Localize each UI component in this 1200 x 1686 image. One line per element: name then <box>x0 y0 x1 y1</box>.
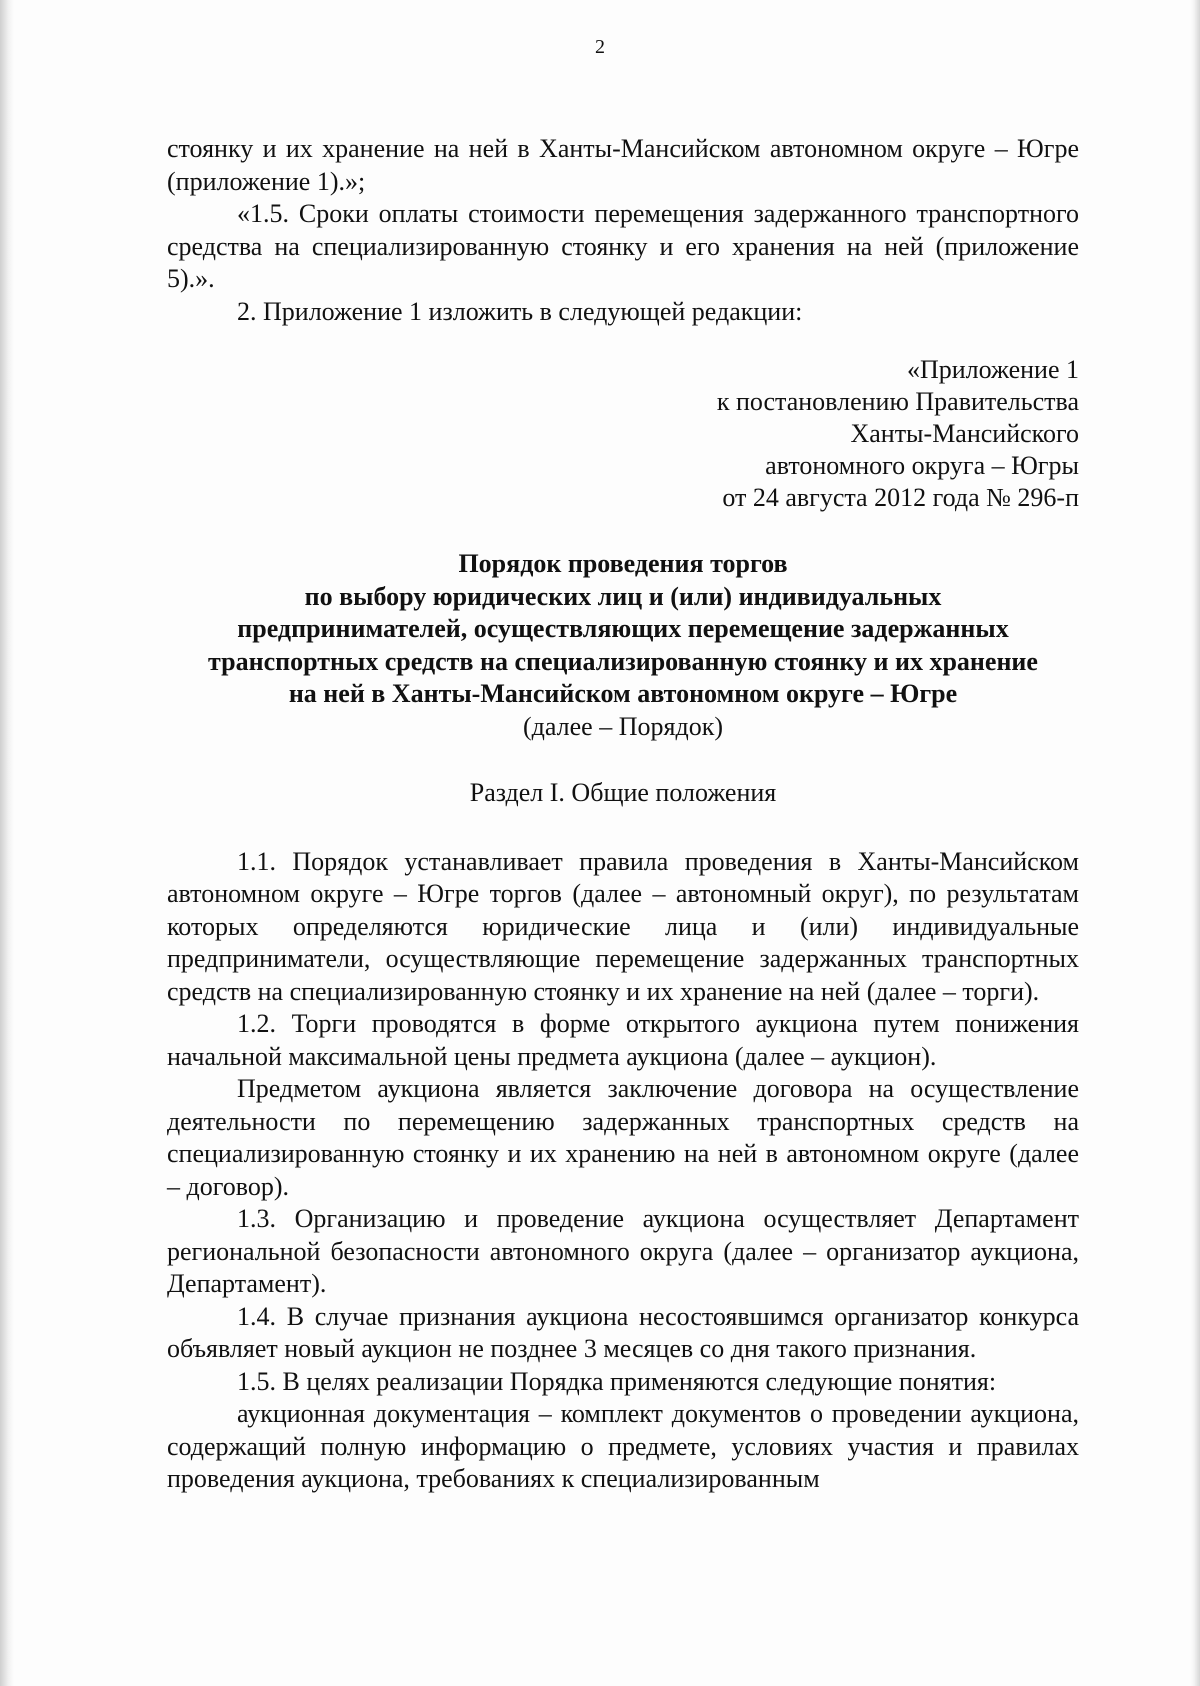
annex-line-5: от 24 августа 2012 года № 296-п <box>722 483 1079 512</box>
title-line-4: транспортных средств на специализированную стоянку и их хранение <box>208 646 1038 676</box>
page-number: 2 <box>595 36 605 58</box>
paragraph-1-5: 1.5. В целях реализации Порядка применяются следующие понятия: <box>237 1366 997 1396</box>
title-line-5: на ней в Ханты-Мансийском автономном округе – Югре <box>288 679 958 708</box>
intro-paragraph-2: «1.5. Сроки оплаты стоимости перемещения задержанного транспортного средства на специализированную стоянку и его хранения на ней (приложение 5).». <box>167 199 1079 293</box>
document-title <box>167 548 1079 711</box>
section-body <box>167 846 1079 1496</box>
document-content <box>167 133 1079 1496</box>
paragraph-subject: Предметом аукциона является заключение договора на осуществление деятельности по перемещению задержанных транспортных средств на специализированную стоянку и их хранению на ней в автономном округе (далее – договор). <box>167 1074 1079 1201</box>
title-line-1: Порядок проведения торгов <box>458 549 788 578</box>
title-line-2: по выбору юридических лиц и (или) индивидуальных <box>304 581 942 611</box>
annex-line-4: автономного округа – Югры <box>765 451 1079 480</box>
annex-line-2: к постановлению Правительства <box>716 387 1079 416</box>
paragraph-definition: аукционная документация – комплект документов о проведении аукциона, содержащий полную информацию о предмете, условиях участия и правилах проведения аукциона, требованиях к специализированным <box>167 1399 1079 1493</box>
annex-line-1: «Приложение 1 <box>906 355 1079 384</box>
scan-edge-right <box>1190 0 1200 1686</box>
section-heading: Раздел I. Общие положения <box>469 778 777 807</box>
annex-reference <box>167 354 1079 514</box>
title-line-3: предпринимателей, осуществляющих перемещение задержанных <box>237 614 1009 643</box>
paragraph-1-1: 1.1. Порядок устанавливает правила проведения в Ханты-Мансийском автономном округе – Югре торгов (далее – автономный округ), по результатам которых определяются юридические лица и (или) индивидуальные предприниматели, осуществляющие перемещение задержанных транспортных средств на специализированную стоянку и их хранение на ней (далее – торги). <box>167 846 1079 1006</box>
scan-edge-left <box>0 0 14 1686</box>
annex-line-3: Ханты-Мансийского <box>850 419 1079 448</box>
paragraph-1-4: 1.4. В случае признания аукциона несостоявшимся организатор конкурса объявляет новый аукцион не позднее 3 месяцев со дня такого признания. <box>167 1301 1079 1363</box>
paragraph-1-3: 1.3. Организацию и проведение аукциона осуществляет Департамент региональной безопасности автономного округа (далее – организатор аукциона, Департамент). <box>167 1204 1079 1298</box>
intro-paragraph-1: стоянку и их хранение на ней в Ханты-Мансийском автономном округе – Югре (приложение 1).»; <box>167 134 1079 196</box>
paragraph-1-2: 1.2. Торги проводятся в форме открытого аукциона путем понижения начальной максимальной цены предмета аукциона (далее – аукцион). <box>167 1009 1079 1071</box>
document-subtitle: (далее – Порядок) <box>523 711 723 741</box>
intro-paragraph-3: 2. Приложение 1 изложить в следующей редакции: <box>237 296 803 326</box>
